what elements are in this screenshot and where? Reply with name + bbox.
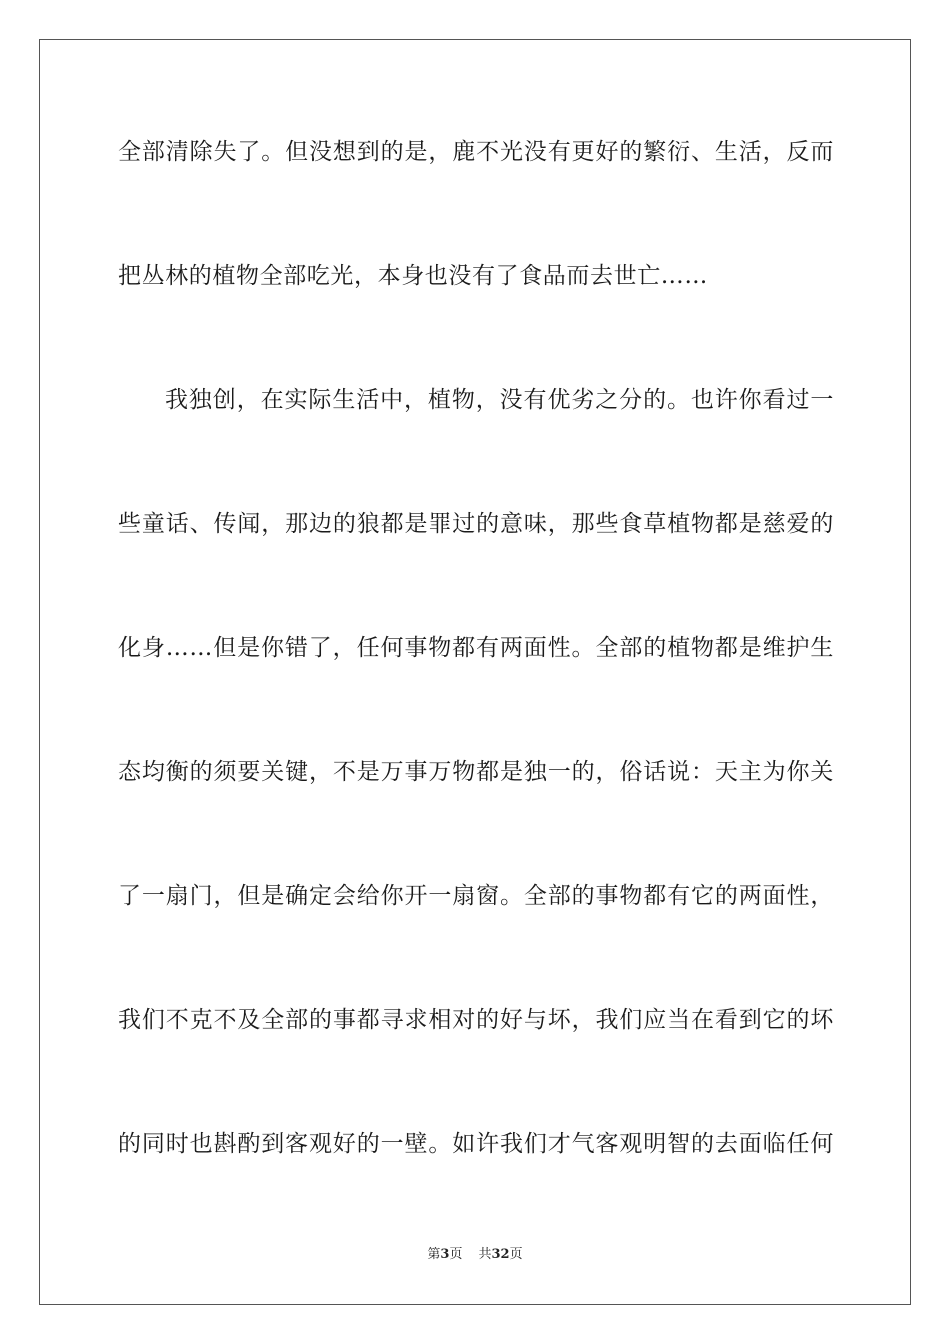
text-line-5: 化身……但是你错了，任何事物都有两面性。全部的植物都是维护生	[118, 635, 834, 661]
text-line-3: 我独创，在实际生活中，植物，没有优劣之分的。也许你看过一	[165, 387, 834, 413]
text-line-9: 的同时也斟酌到客观好的一壁。如许我们才气客观明智的去面临任何	[118, 1131, 834, 1157]
total-pages: 32	[491, 1247, 510, 1262]
total-suffix: 页	[509, 1247, 523, 1262]
total-prefix: 共	[478, 1247, 492, 1262]
page-number: 3	[440, 1247, 450, 1262]
text-line-6: 态均衡的须要关键，不是万事万物都是独一的，俗话说：天主为你关	[118, 759, 834, 785]
page-border	[39, 39, 911, 1305]
text-line-8: 我们不克不及全部的事都寻求相对的好与坏，我们应当在看到它的坏	[118, 1007, 834, 1033]
page-prefix: 第	[427, 1247, 441, 1262]
text-line-4: 些童话、传闻，那边的狼都是罪过的意味，那些食草植物都是慈爱的	[118, 511, 834, 537]
page-footer	[0, 1246, 950, 1264]
page-suffix: 页	[449, 1247, 463, 1262]
text-line-2: 把丛林的植物全部吃光，本身也没有了食品而去世亡……	[118, 263, 708, 289]
text-line-7: 了一扇门，但是确定会给你开一扇窗。全部的事物都有它的两面性，	[118, 883, 834, 909]
text-line-1: 全部清除失了。但没想到的是，鹿不光没有更好的繁衍、生活，反而	[118, 139, 834, 165]
